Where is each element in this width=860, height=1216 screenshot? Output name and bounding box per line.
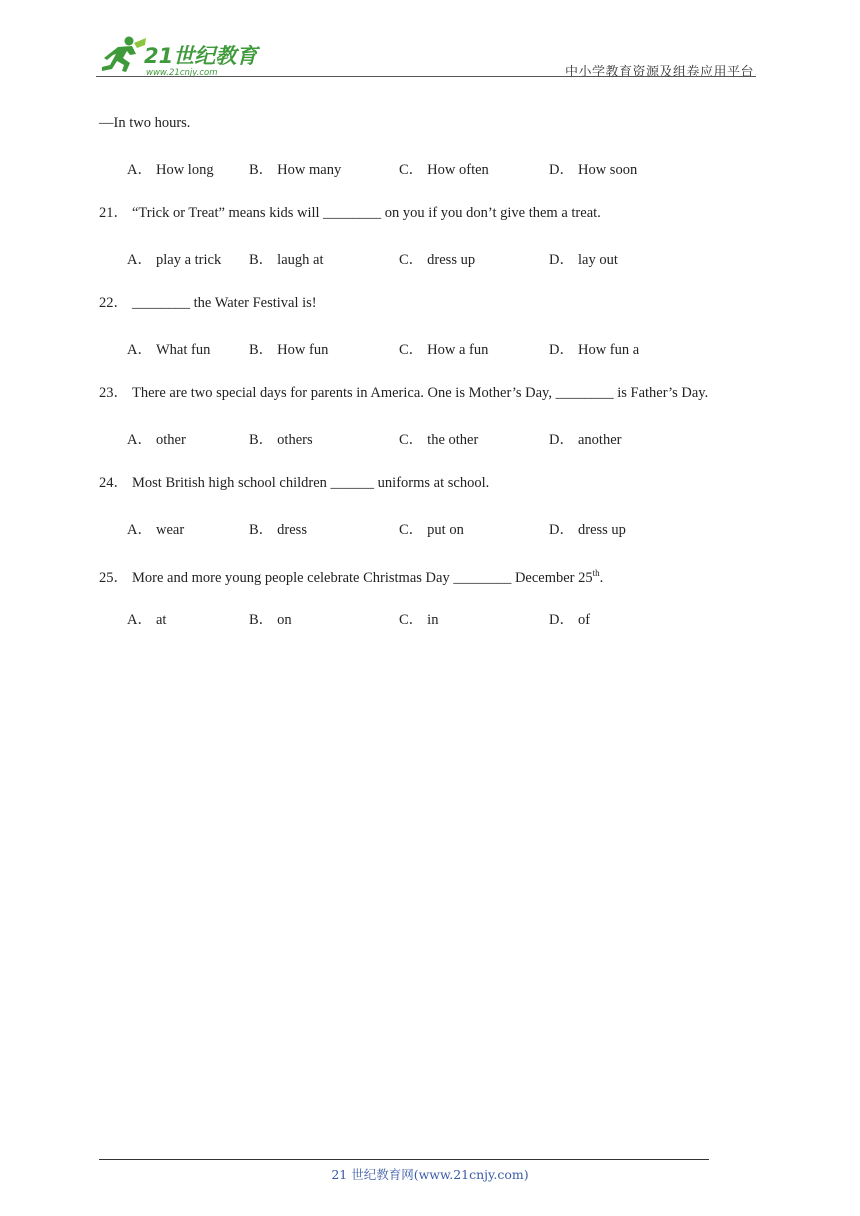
option-d: D． another bbox=[549, 432, 622, 448]
option-c: C． How a fun bbox=[399, 342, 489, 358]
option-a: A． other bbox=[127, 432, 186, 448]
header-divider bbox=[96, 76, 756, 77]
question-23: 23． There are two special days for parents in America. One is Mother’s Day, ________ is Father’s Day. bbox=[99, 385, 709, 401]
site-name: 中小学教育资源及组卷应用平台 bbox=[564, 65, 754, 80]
intro-answer: —In two hours. bbox=[99, 115, 191, 131]
question-21: 21． “Trick or Treat” means kids will ________ on you if you don’t give them a treat. bbox=[99, 205, 601, 221]
option-b: B． on bbox=[249, 612, 292, 628]
question-list bbox=[99, 113, 779, 653]
option-c: C． put on bbox=[399, 522, 464, 538]
option-row bbox=[99, 428, 779, 448]
option-c: C． dress up bbox=[399, 252, 476, 268]
logo-url: www.21cnjy.com bbox=[146, 68, 218, 78]
page-header bbox=[96, 34, 756, 78]
question-24: 24． Most British high school children ______ uniforms at school. bbox=[99, 475, 490, 491]
option-d: D． of bbox=[549, 612, 591, 628]
option-d: D． lay out bbox=[549, 252, 618, 268]
footer-divider bbox=[99, 1159, 709, 1160]
option-a: A． What fun bbox=[127, 342, 211, 358]
option-row bbox=[99, 248, 779, 268]
question-25: 25． More and more young people celebrate Christmas Day ________ December 25th. bbox=[99, 568, 604, 586]
option-a: A． play a trick bbox=[127, 252, 222, 268]
option-b: B． others bbox=[249, 432, 313, 448]
option-c: C． How often bbox=[399, 162, 489, 178]
option-row bbox=[99, 608, 779, 628]
option-row bbox=[99, 158, 779, 178]
footer-link[interactable]: 21 世纪教育网(www.21cnjy.com) bbox=[331, 1167, 529, 1182]
option-d: D． dress up bbox=[549, 522, 626, 538]
runner-icon bbox=[102, 37, 146, 73]
option-b: B． dress bbox=[249, 522, 307, 538]
option-b: B． How fun bbox=[249, 342, 329, 358]
option-c: C． in bbox=[399, 612, 439, 628]
logo bbox=[96, 34, 261, 78]
option-row bbox=[99, 518, 779, 538]
logo-text: 21世纪教育 bbox=[144, 44, 258, 68]
question-22: 22． ________ the Water Festival is! bbox=[99, 295, 317, 311]
option-d: D． How soon bbox=[549, 162, 638, 178]
option-a: A． wear bbox=[127, 522, 185, 538]
option-b: B． laugh at bbox=[249, 252, 324, 268]
option-a: A． at bbox=[127, 612, 167, 628]
option-a: A． How long bbox=[127, 162, 214, 178]
option-d: D． How fun a bbox=[549, 342, 640, 358]
option-b: B． How many bbox=[249, 162, 342, 178]
option-row bbox=[99, 338, 779, 358]
option-c: C． the other bbox=[399, 432, 479, 448]
